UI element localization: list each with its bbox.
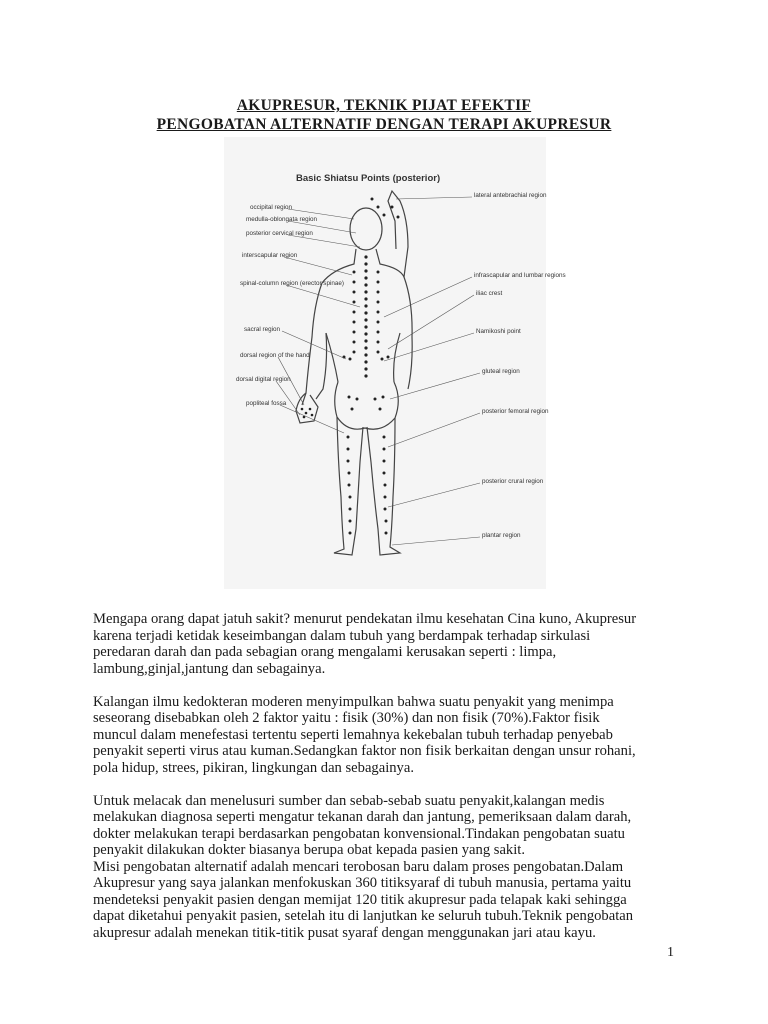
document-title: AKUPRESUR, TEKNIK PIJAT EFEKTIF (236, 97, 532, 114)
page-number: 1 (667, 945, 674, 960)
paragraph-line: Akupresur yang saya jalankan menfokuskan 360 titiksyaraf di tubuh manusia, pertama yaitu (93, 875, 632, 891)
paragraph-line: muncul dalam menefestasi tertentu seperti lemahnya kekebalan tubuh terhadap penyebab (93, 726, 613, 743)
article-body (93, 611, 693, 941)
label-infrascapular: infrascapular and lumbar regions (474, 272, 566, 279)
label-lateral-antebrachial: lateral antebrachial region (474, 192, 547, 199)
paragraph (93, 611, 693, 677)
paragraph-line: melakukan diagnosa seperti mengatur tekanan darah dan jantung, pemeriksaan dalam darah, (93, 809, 632, 825)
paragraph (93, 793, 693, 859)
label-femoral: posterior femoral region (482, 408, 549, 415)
shiatsu-points-figure (224, 137, 566, 589)
paragraph-line: seseorang disebabkan oleh 2 faktor yaitu : fisik (30%) dan non fisik (70%).Faktor fisik (93, 710, 600, 726)
label-gluteal: gluteal region (482, 368, 520, 375)
paragraph-line: peredaran darah dan pada sebagian orang mengalami kerusakan seperti : limpa, (93, 644, 557, 660)
paragraph-line: pola hidup, strees, pikiran, lingkungan dan sebagainya. (93, 759, 414, 776)
label-cervical: posterior cervical region (246, 230, 313, 237)
label-dorsal-hand: dorsal region of the hand (240, 352, 310, 359)
label-interscapular: interscapular region (242, 252, 298, 259)
label-iliac: iliac crest (476, 290, 503, 297)
label-sacral: sacral region (244, 326, 281, 333)
paragraph-line: karena terjadi ketidak keseimbangan dalam tubuh yang berdampak terhadap sirkulasi (93, 627, 591, 644)
figure-heading: Basic Shiatsu Points (posterior) (296, 173, 441, 184)
paragraph-line: Mengapa orang dapat jatuh sakit? menurut pendekatan ilmu kesehatan Cina kuno, Akupresur (93, 611, 637, 627)
label-popliteal: popliteal fossa (246, 400, 287, 407)
label-spinal: spinal-column region (erector spinae) (240, 280, 344, 287)
label-crural: posterior crural region (482, 478, 544, 485)
label-medulla: medulla-oblongata region (246, 216, 318, 223)
paragraph-line: akupresur adalah menekan titik-titik pusat syaraf dengan menggunakan jari atau kayu. (93, 924, 596, 941)
body-diagram (224, 137, 566, 589)
paragraph-line: penyakit seperti virus atau kuman.Sedangkan faktor non fisik berkaitan dengan unsur rohani, (93, 743, 636, 759)
paragraph-line: Kalangan ilmu kedokteran moderen menyimpulkan bahwa suatu penyakit yang menimpa (93, 693, 614, 710)
paragraph-line: Misi pengobatan alternatif adalah mencari terobosan baru dalam proses pengobatan.Dalam (93, 858, 624, 875)
label-namikoshi: Namikoshi point (476, 328, 521, 335)
label-occipital: occipital region (250, 204, 293, 211)
document-subtitle: PENGOBATAN ALTERNATIF DENGAN TERAPI AKUPRESUR (156, 116, 612, 133)
paragraph (93, 694, 693, 777)
paragraph (93, 859, 693, 942)
paragraph-line: dapat diketahui penyakit pasien, setelah itu di lanjutkan ke seluruh tubuh.Teknik pengobatan (93, 908, 634, 924)
paragraph-line: Untuk melacak dan menelusuri sumber dan sebab-sebab suatu penyakit,kalangan medis (93, 792, 605, 809)
label-plantar: plantar region (482, 532, 521, 539)
paragraph-line: mendeteksi penyakit pasien dengan memijat 120 titik akupresur pada telapak kaki sehingga (93, 891, 627, 908)
paragraph-line: lambung,ginjal,jantung dan sebagainya. (93, 660, 326, 677)
paragraph-line: penyakit dilakukan dokter biasanya berupa obat kepada pasien yang sakit. (93, 842, 525, 858)
paragraph-line: dokter melakukan terapi berdasarkan pengobatan konvensional.Tindakan pengobatan suatu (93, 825, 625, 842)
label-dorsal-digital: dorsal digital region (236, 376, 291, 383)
